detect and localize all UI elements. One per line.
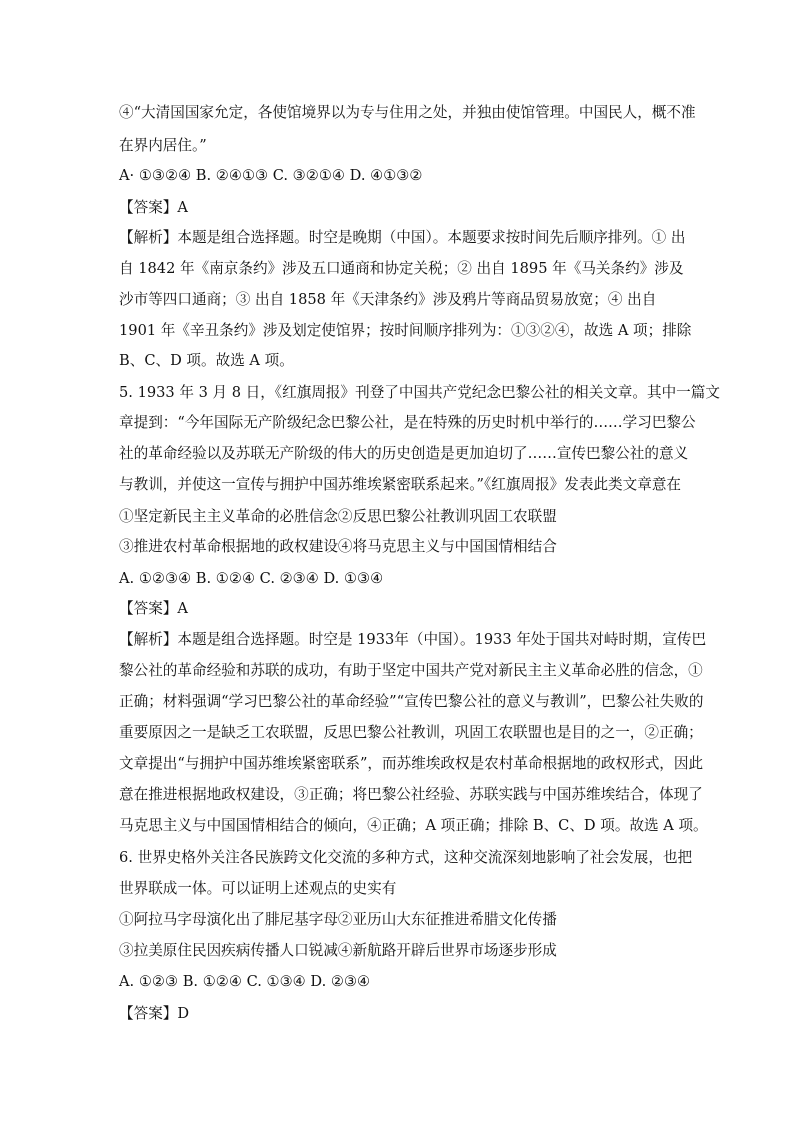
q5-analysis-line3: 正确；材料强调“学习巴黎公社的革命经验”“宣传巴黎公社的意义与教训”，巴黎公社失败的 [119, 693, 704, 710]
q5-stem-line1: 5. 1933 年 3 月 8 日，《红旗周报》刊登了中国共产党纪念巴黎公社的相关文章。其中一篇文 [119, 384, 720, 401]
q5-analysis-line4: 重要原因之一是缺乏工农联盟，反思巴黎公社教训，巩固工农联盟也是目的之一，②正确； [119, 724, 703, 741]
q5-choices: A. ①②③④ B. ①②④ C. ②③④ D. ①③④ [119, 570, 384, 587]
q5-analysis-line1: 【解析】本题是组合选择题。时空是 1933年（中国）。1933 年处于国共对峙时期，宣传巴 [119, 631, 707, 648]
q5-options-1-2: ①坚定新民主主义革命的必胜信念②反思巴黎公社教训巩固工农联盟 [119, 508, 557, 525]
q4-analysis-line3: 沙市等四口通商；③ 出自 1858 年《天津条约》涉及鸦片等商品贸易放宽；④ 出自 [119, 291, 657, 308]
q5-stem-line3: 社的革命经验以及苏联无产阶级的伟大的历史创造是更加迫切了……宣传巴黎公社的意义 [119, 445, 689, 462]
q5-analysis-line5: 文章提出“与拥护中国苏维埃紧密联系”，而苏维埃政权是农村革命根据地的政权形式，因此 [119, 755, 704, 772]
q5-stem-line2: 章提到：“今年国际无产阶级纪念巴黎公社，是在特殊的历史时机中举行的……学习巴黎公 [119, 414, 696, 431]
q5-analysis-line7: 马克思主义与中国国情相结合的倾向，④正确；A 项正确；排除 B、C、D 项。故选 A 项。 [119, 817, 708, 834]
q6-stem-line2: 世界联成一体。可以证明上述观点的史实有 [119, 880, 397, 897]
q6-answer: 【答案】D [119, 1005, 190, 1022]
q4-analysis-line1: 【解析】本题是组合选择题。时空是晚期（中国）。本题要求按时间先后顺序排列。① 出 [119, 229, 686, 246]
q5-options-3-4: ③推进农村革命根据地的政权建设④将马克思主义与中国国情相结合 [119, 538, 557, 555]
q5-answer: 【答案】A [119, 600, 188, 617]
q6-options-3-4: ③拉美原住民因疾病传播人口锐减④新航路开辟后世界市场逐步形成 [119, 942, 557, 959]
q4-answer: 【答案】A [119, 199, 188, 216]
q6-options-1-2: ①阿拉马字母演化出了腓尼基字母②亚历山大东征推进希腊文化传播 [119, 911, 557, 928]
q4-choices: A· ①③②④ B. ②④①③ C. ③②①④ D. ④①③② [119, 167, 423, 184]
q6-choices: A. ①②③ B. ①②④ C. ①③④ D. ②③④ [119, 973, 371, 990]
q4-analysis-line2: 自 1842 年《南京条约》涉及五口通商和协定关税；② 出自 1895 年《马关条约》涉及 [119, 260, 684, 277]
q5-analysis-line6: 意在推进根据地政权建设，③正确；将巴黎公社经验、苏联实践与中国苏维埃结合，体现了 [119, 786, 703, 803]
q6-stem-line1: 6. 世界史格外关注各民族跨文化交流的多种方式，这种交流深刻地影响了社会发展，也把 [119, 849, 693, 866]
q4-option4-line1: ④“大清国国家允定，各使馆境界以为专与住用之处，并独由使馆管理。中国民人，概不准 [119, 104, 696, 121]
q5-analysis-line2: 黎公社的革命经验和苏联的成功，有助于坚定中国共产党对新民主主义革命必胜的信念，① [119, 662, 703, 679]
q4-analysis-line5: B、C、D 项。故选 A 项。 [119, 352, 294, 369]
q4-analysis-line4: 1901 年《辛丑条约》涉及划定使馆界；按时间顺序排列为：①③②④，故选 A 项；排除 [119, 322, 692, 339]
q5-stem-line4: 与教训，并使这一宣传与拥护中国苏维埃紧密联系起来。”《红旗周报》发表此类文章意在 [119, 476, 682, 493]
q4-option4-line2: 在界内居住。” [119, 137, 207, 154]
